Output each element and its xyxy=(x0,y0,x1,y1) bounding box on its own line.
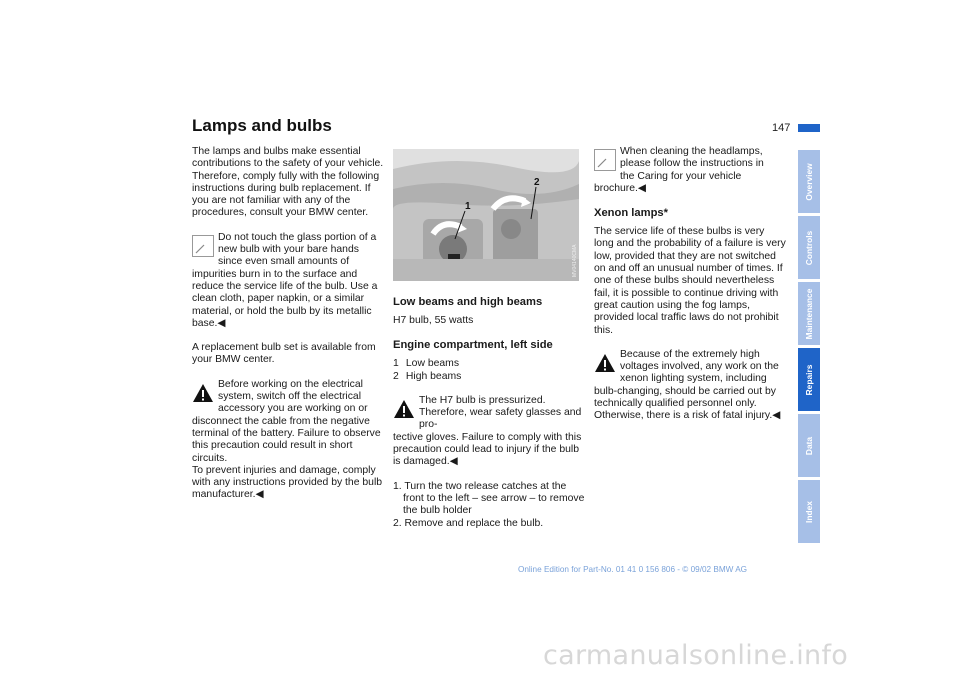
note-cleaning-lead: When cleaning the headlamps, please follow the instructions in xyxy=(620,146,764,170)
note-cleaning xyxy=(594,146,786,195)
tab-data[interactable]: Data xyxy=(798,414,820,477)
warning-icon xyxy=(192,382,214,404)
warning-xenon-text: xenon lighting system, including bulb-changing, should be carried out by technically qualified personnel only. Otherwise, there is a risk of fatal injury.◀ xyxy=(594,373,781,422)
note-glass-text: since even small amounts of impurities burn in to the surface and reduce the service life of the bulb. Use a clean cloth, paper napkin, or a similar material, or hold the bulb by its metallic base.◀ xyxy=(192,256,378,329)
footer-edition: Online Edition for Part-No. 01 41 0 156 806 - © 09/02 BMW AG xyxy=(518,565,748,574)
tab-maintenance[interactable]: Maintenance xyxy=(798,282,820,345)
tab-index[interactable]: Index xyxy=(798,480,820,543)
note-glass xyxy=(192,232,385,330)
figure-code: MV04140CMA xyxy=(572,244,578,277)
note-icon xyxy=(192,235,214,257)
replacement-paragraph: A replacement bulb set is available from your BMW center. xyxy=(192,342,376,366)
note-icon xyxy=(594,149,616,171)
steps-list xyxy=(393,481,585,530)
warning-xenon xyxy=(594,349,786,423)
engine-compartment-figure xyxy=(393,149,579,281)
tab-controls[interactable]: Controls xyxy=(798,216,820,279)
heading-xenon-lamps: Xenon lamps* xyxy=(594,207,668,220)
note-cleaning-text: the Caring for your vehicle brochure.◀ xyxy=(594,170,742,194)
warning-electrical-text: accessory you are working on or disconnect the cable from the negative terminal of the battery. Failure to observe this precaution could result in short circuits. xyxy=(192,403,381,464)
heading-low-high-beams: Low beams and high beams xyxy=(393,296,543,308)
warning-electrical-more: To prevent injuries and damage, comply with any instructions provided by the bulb manufacturer.◀ xyxy=(192,464,383,501)
step-item: 2. Remove and replace the bulb. xyxy=(393,517,544,529)
page-number: 147 xyxy=(772,122,791,134)
page-title: Lamps and bulbs xyxy=(192,116,332,135)
column-1 xyxy=(192,146,385,514)
callout-1: 1 xyxy=(465,201,471,212)
warning-electrical-lead: Before working on the electrical system, switch off the electrical xyxy=(218,378,363,403)
legend-item: 1 Low beams xyxy=(393,358,460,370)
site-watermark: carmanualsonline.info xyxy=(543,640,849,671)
bulb-spec: H7 bulb, 55 watts xyxy=(393,315,474,326)
intro-paragraph: The lamps and bulbs make essential contributions to the safety of your vehicle. Therefore, comply fully with the following instructions during bulb replacement. If you are not familiar with any of the procedures, consult your BMW center. xyxy=(192,146,384,219)
warning-xenon-lead: Because of the extremely high voltages involved, any work on the xyxy=(620,348,779,373)
note-glass-lead: Do not touch the glass portion of a new bulb with your bare hands xyxy=(218,231,377,256)
callout-legend xyxy=(393,358,585,383)
callout-2: 2 xyxy=(534,177,540,188)
section-tabs xyxy=(798,150,820,546)
warning-pressurized-lead: The H7 bulb is pressurized. Therefore, wear safety glasses and pro- xyxy=(419,394,582,431)
page-marker xyxy=(798,124,820,132)
warning-pressurized xyxy=(393,395,585,469)
column-3 xyxy=(594,146,786,435)
warning-pressurized-text: tective gloves. Failure to comply with this precaution could lead to injury if the bulb is damaged.◀ xyxy=(393,431,582,468)
legend-item: 2 High beams xyxy=(393,370,462,382)
warning-electrical xyxy=(192,379,385,502)
warning-icon xyxy=(393,398,415,420)
tab-repairs[interactable]: Repairs xyxy=(798,348,820,411)
column-2 xyxy=(393,296,585,542)
step-item: 1. Turn the two release catches at the front to the left – see arrow – to remove the bulb holder xyxy=(393,480,585,517)
heading-engine-compartment: Engine compartment, left side xyxy=(393,339,553,352)
xenon-paragraph: The service life of these bulbs is very long and the probability of a failure is very low, provided that they are not switched on and off an unusual number of times. If one of these bulbs should nevertheless fail, it is possible to continue driving with great caution using the fog lamps, provided local traffic laws do not prohibit this. xyxy=(594,226,786,336)
warning-icon xyxy=(594,352,616,374)
tab-overview[interactable]: Overview xyxy=(798,150,820,213)
engine-illustration xyxy=(393,149,579,281)
